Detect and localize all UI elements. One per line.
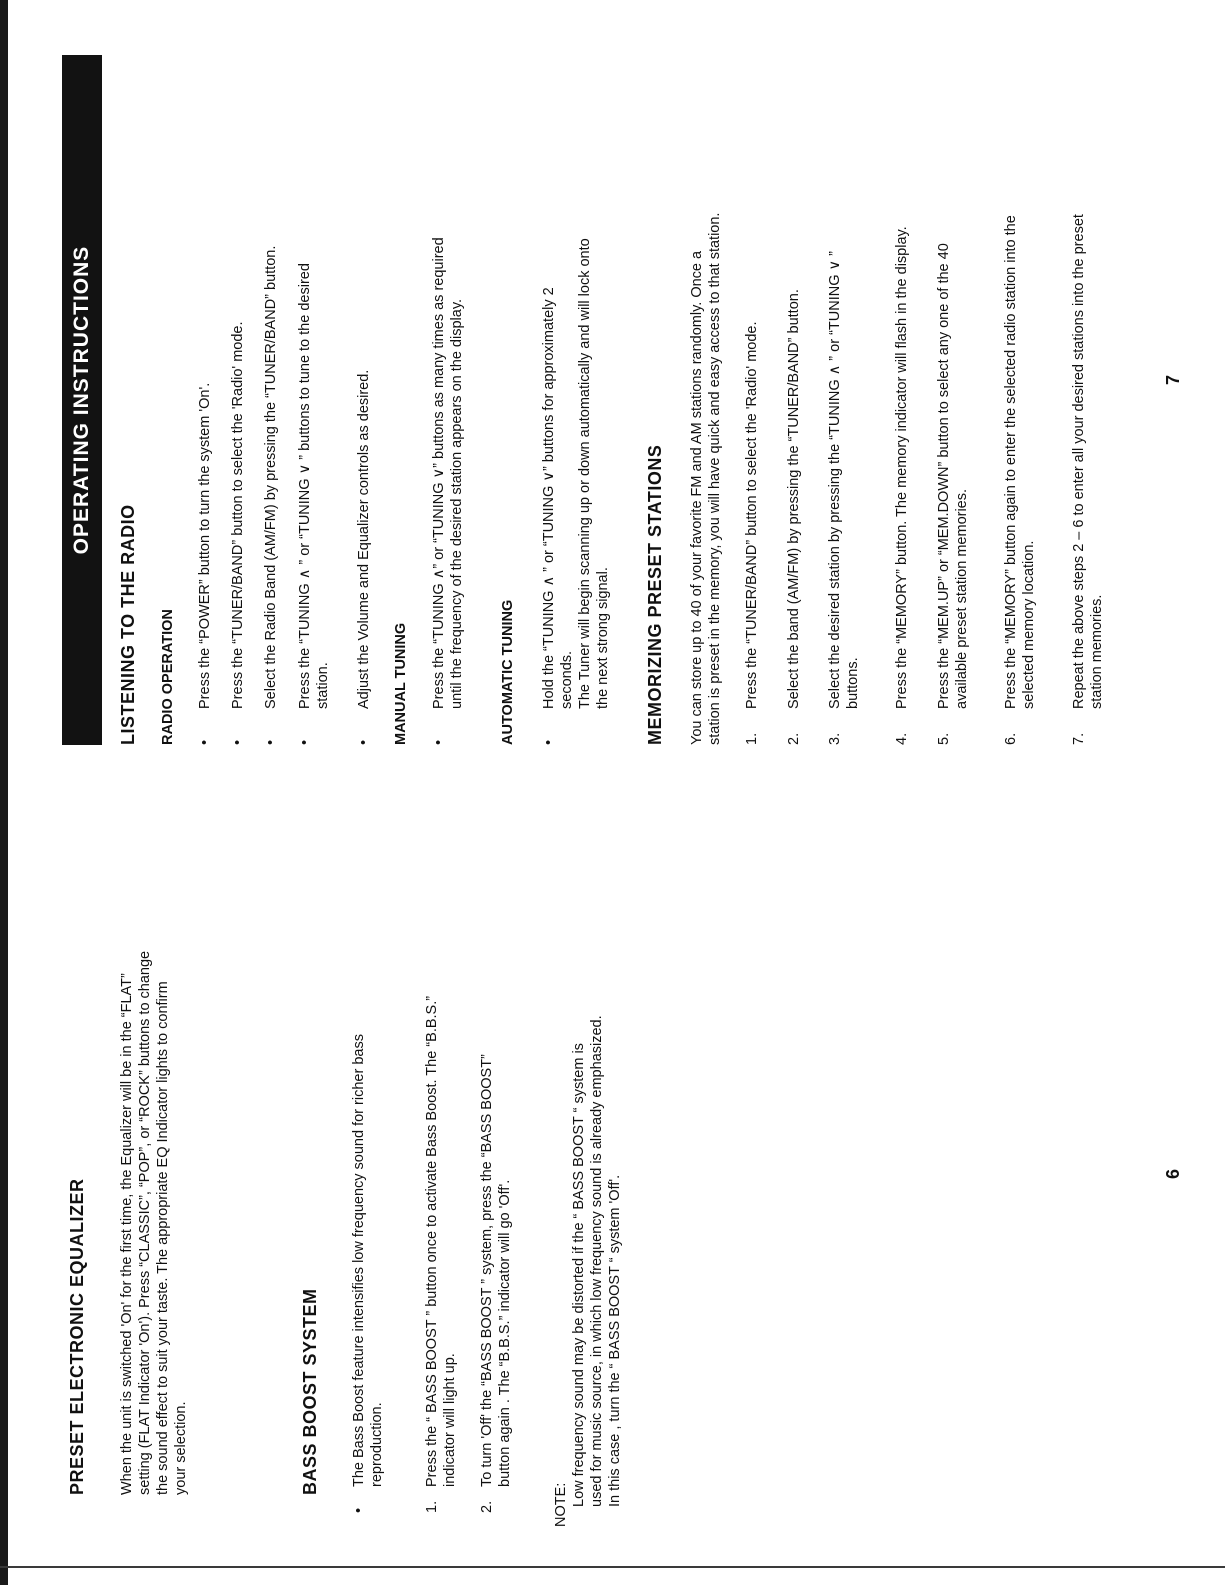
bullet-marker: • (297, 739, 313, 745)
step-text (423, 787, 459, 1487)
operating-instructions-banner: OPERATING INSTRUCTIONS (62, 55, 102, 745)
text-line: Press the “MEMORY” button. The memory indicator will flash in the display. (894, 226, 910, 709)
memorizing-heading: MEMORIZING PRESET STATIONS (645, 444, 665, 745)
step-text (785, 45, 803, 709)
step-text (1070, 45, 1106, 709)
memorizing-intro (688, 45, 724, 745)
text-line: station is preset in the memory, you will have quick and easy access to that station. (707, 212, 723, 745)
manual-tuning-heading: MANUAL TUNING (393, 622, 409, 745)
text-line: Press the “ BASS BOOST ” button once to activate Bass Boost. The “B.B.S.” (424, 995, 440, 1487)
list-item-text (262, 45, 280, 709)
text-line: Adjust the Volume and Equalizer controls as desired. (356, 369, 372, 709)
radio-operation-heading: RADIO OPERATION (160, 609, 176, 745)
text-line: Select the Radio Band (AM/FM) by pressing the “TUNER/BAND” button. (263, 245, 279, 709)
text-line: To turn 'Off' the “BASS BOOST ” system, press the “BASS BOOST” (479, 1054, 495, 1487)
step-text (935, 45, 971, 709)
text-line: Press the “TUNER/BAND” button to select the 'Radio' mode. (744, 321, 760, 709)
list-item-text (430, 45, 466, 709)
text-line: your selection. (173, 1401, 189, 1495)
step-number: 2. (786, 732, 802, 745)
text-line: Press the “TUNING ∧ ” or “TUNING ∨ ” buttons to tune to the desired (297, 263, 313, 709)
text-line: buttons. (845, 657, 861, 709)
text-line: used for music source, in which low frequency sound is already emphasized. (589, 1015, 605, 1507)
bullet-text (350, 787, 386, 1487)
list-item-text (196, 45, 214, 709)
text-line: Press the “MEM.UP” or “MEM.DOWN” button to select any one of the 40 (936, 243, 952, 709)
step-number: 6. (1003, 732, 1019, 745)
bullet-marker: • (230, 739, 246, 745)
step-text (743, 45, 761, 709)
text-line: Select the band (AM/FM) by pressing the “TUNER/BAND” button. (786, 289, 802, 709)
text-line: When the unit is switched 'On' for the first time, the Equalizer will be in the “FLAT” (119, 973, 135, 1495)
listening-heading: LISTENING TO THE RADIO (118, 504, 138, 745)
automatic-tuning-heading: AUTOMATIC TUNING (500, 599, 516, 745)
text-line: station memories. (1089, 594, 1105, 709)
list-item-text (296, 45, 332, 709)
step-text (1002, 45, 1038, 709)
bullet-marker: • (351, 1507, 367, 1513)
bullet-marker: • (197, 739, 213, 745)
step-number: 1. (424, 1500, 440, 1513)
list-item-text (229, 45, 247, 709)
text-line: Select the desired station by pressing the “TUNING ∧ ” or “TUNING ∨ ” (827, 251, 843, 709)
text-line: In this case , turn the “ BASS BOOST “ system 'Off'. (607, 1174, 623, 1507)
note-paragraph (570, 807, 624, 1507)
text-line: button again . The “B.B.S.” indicator will go 'Off'. (497, 1179, 513, 1487)
step-number: 5. (936, 732, 952, 745)
text-line: setting (FLAT Indicator 'On'). Press “CLASSIC”, “POP”, or “ROCK” buttons to change (137, 950, 153, 1495)
step-number: 4. (894, 732, 910, 745)
text-line: the next strong signal. (595, 567, 611, 709)
text-line: The Tuner will begin scanning up or down automatically and will lock onto (577, 238, 593, 709)
text-line: You can store up to 40 of your favorite FM and AM stations randomly. Once a (689, 250, 705, 745)
step-text (478, 787, 514, 1487)
equalizer-heading: PRESET ELECTRONIC EQUALIZER (67, 1178, 87, 1495)
bass-boost-step (423, 795, 459, 1513)
list-item-text (540, 45, 612, 709)
bullet-marker: • (431, 739, 447, 745)
text-line: The Bass Boost feature intensifies low frequency sound for richer bass (351, 1034, 367, 1487)
bullet-marker: • (356, 739, 372, 745)
bass-boost-heading: BASS BOOST SYSTEM (300, 1288, 320, 1495)
text-line: available preset station memories. (954, 488, 970, 709)
text-line: Press the “POWER” button to turn the system 'On'. (197, 382, 213, 709)
text-line: Low frequency sound may be distorted if the “ BASS BOOST “ system is (571, 1043, 587, 1507)
text-line: indicator will light up. (442, 1353, 458, 1487)
text-line: until the frequency of the desired station appears on the display. (449, 298, 465, 709)
step-text (893, 45, 911, 709)
step-text (826, 45, 862, 709)
bullet-marker: • (541, 739, 557, 745)
bullet-marker: • (263, 739, 279, 745)
bass-boost-step (478, 795, 514, 1513)
text-line: station. (315, 662, 331, 709)
text-line: seconds. (559, 650, 575, 709)
text-line: selected memory location. (1021, 540, 1037, 709)
note-label: NOTE: (553, 1482, 569, 1527)
bass-boost-bullet (350, 795, 386, 1513)
step-number: 3. (827, 732, 843, 745)
step-number: 1. (744, 732, 760, 745)
page-number: 6 (1163, 1168, 1183, 1179)
step-number: 2. (479, 1500, 495, 1513)
equalizer-paragraph (118, 795, 190, 1495)
list-item-text (355, 45, 373, 709)
step-number: 7. (1071, 732, 1087, 745)
page-number: 7 (1163, 374, 1183, 385)
text-line: Hold the “TUNING ∧ ” or “TUNING ∨” buttons for approximately 2 (541, 287, 557, 709)
text-line: Press the “TUNING ∧” or “TUNING ∨” buttons as many times as required (431, 237, 447, 709)
text-line: the sound effect to suit your taste. The appropriate EQ Indicator lights to confirm (155, 981, 171, 1495)
text-line: reproduction. (369, 1402, 385, 1487)
text-line: Press the “MEMORY” button again to enter the selected radio station into the (1003, 215, 1019, 709)
text-line: Press the “TUNER/BAND” button to select the 'Radio' mode. (230, 321, 246, 709)
text-line: Repeat the above steps 2 – 6 to enter all your desired stations into the preset (1071, 214, 1087, 709)
